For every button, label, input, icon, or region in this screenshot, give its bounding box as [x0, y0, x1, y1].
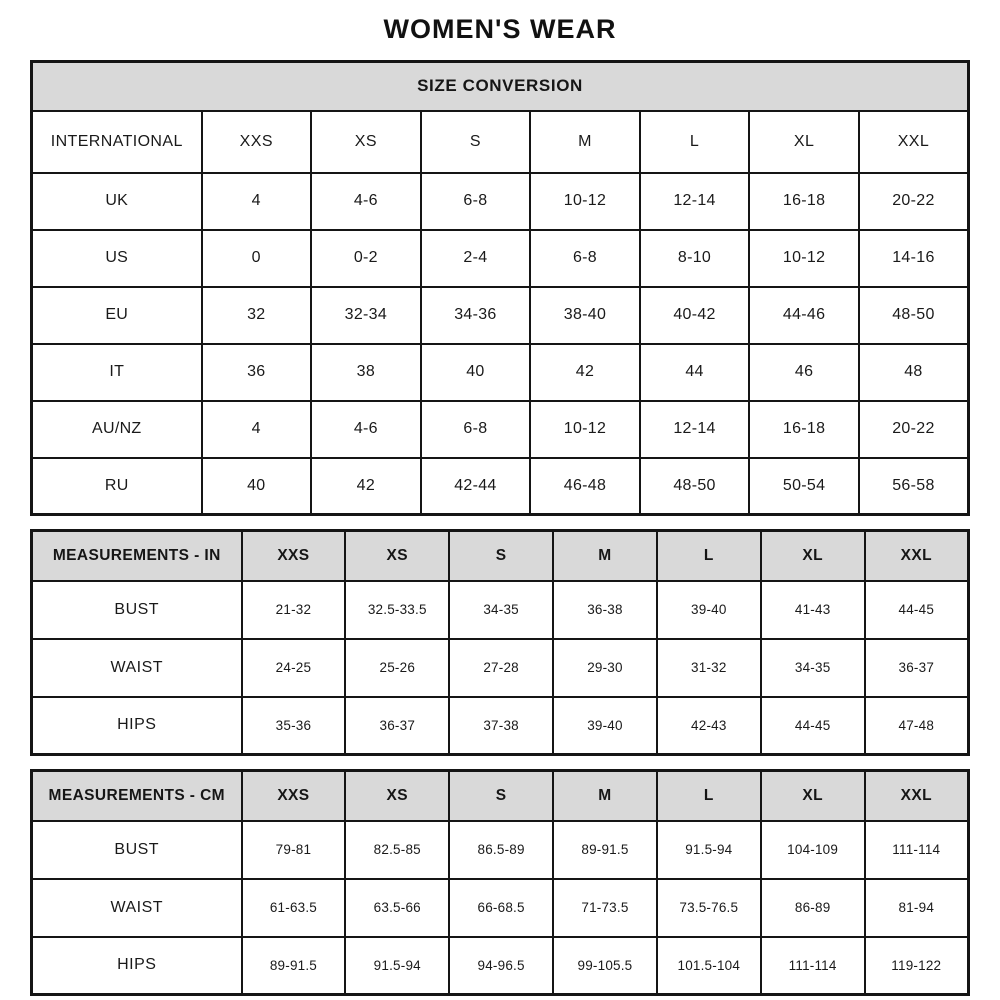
- measurement-value-cell: 119-122: [865, 937, 969, 995]
- row-label: WAIST: [32, 639, 242, 697]
- size-value-cell: 4-6: [311, 401, 421, 458]
- measurement-value-cell: 47-48: [865, 697, 969, 755]
- measurement-value-cell: 63.5-66: [345, 879, 449, 937]
- row-label: UK: [32, 173, 202, 230]
- size-value-cell: 14-16: [859, 230, 969, 287]
- row-hips-cm: [32, 937, 969, 995]
- column-header-l: L: [657, 771, 761, 821]
- measurement-value-cell: 37-38: [449, 697, 553, 755]
- size-value-cell: 10-12: [530, 401, 640, 458]
- measurement-value-cell: 25-26: [345, 639, 449, 697]
- size-value-cell: 2-4: [421, 230, 531, 287]
- measurement-value-cell: 104-109: [761, 821, 865, 879]
- column-header-s: S: [449, 771, 553, 821]
- measurement-value-cell: 39-40: [553, 697, 657, 755]
- row-label: HIPS: [32, 697, 242, 755]
- size-value-cell: 4-6: [311, 173, 421, 230]
- size-value-cell: 56-58: [859, 458, 969, 515]
- measurement-value-cell: 44-45: [761, 697, 865, 755]
- size-value-cell: 40: [421, 344, 531, 401]
- size-value-cell: 50-54: [749, 458, 859, 515]
- size-value-cell: 12-14: [640, 401, 750, 458]
- column-header-m: M: [553, 771, 657, 821]
- size-conversion-header-row: [32, 62, 969, 111]
- size-value-cell: 12-14: [640, 173, 750, 230]
- size-value-cell: 4: [202, 401, 312, 458]
- row-bust-cm: [32, 821, 969, 879]
- measurement-value-cell: 82.5-85: [345, 821, 449, 879]
- measurement-value-cell: 29-30: [553, 639, 657, 697]
- size-value-cell: 6-8: [530, 230, 640, 287]
- column-header-xl: XL: [749, 111, 859, 173]
- measurement-value-cell: 94-96.5: [449, 937, 553, 995]
- size-value-cell: 10-12: [749, 230, 859, 287]
- measurement-value-cell: 41-43: [761, 581, 865, 639]
- row-waist-in: [32, 639, 969, 697]
- measurement-value-cell: 71-73.5: [553, 879, 657, 937]
- measurement-value-cell: 86-89: [761, 879, 865, 937]
- row-label: WAIST: [32, 879, 242, 937]
- column-header-xxs: XXS: [242, 771, 346, 821]
- row-waist-cm: [32, 879, 969, 937]
- measurement-value-cell: 111-114: [761, 937, 865, 995]
- measurement-value-cell: 36-37: [345, 697, 449, 755]
- row-hips-in: [32, 697, 969, 755]
- page-title: WOMEN'S WEAR: [383, 14, 617, 44]
- size-value-cell: 8-10: [640, 230, 750, 287]
- measurement-value-cell: 66-68.5: [449, 879, 553, 937]
- measurement-value-cell: 35-36: [242, 697, 346, 755]
- size-value-cell: 10-12: [530, 173, 640, 230]
- size-value-cell: 46: [749, 344, 859, 401]
- column-header-l: L: [657, 531, 761, 581]
- size-value-cell: 6-8: [421, 173, 531, 230]
- size-value-cell: 44: [640, 344, 750, 401]
- size-value-cell: 44-46: [749, 287, 859, 344]
- measurements-in-header-row: [32, 531, 969, 581]
- row-label: US: [32, 230, 202, 287]
- column-header-s: S: [421, 111, 531, 173]
- measurements-in-title: MEASUREMENTS - IN: [32, 531, 242, 581]
- row-us: [32, 230, 969, 287]
- column-header-xs: XS: [345, 771, 449, 821]
- size-value-cell: 46-48: [530, 458, 640, 515]
- measurements-in-table: [30, 529, 970, 756]
- size-conversion-table: [30, 60, 970, 516]
- measurement-value-cell: 42-43: [657, 697, 761, 755]
- measurement-value-cell: 79-81: [242, 821, 346, 879]
- column-header-xxl: XXL: [865, 531, 969, 581]
- measurements-cm-header-row: [32, 771, 969, 821]
- measurement-value-cell: 101.5-104: [657, 937, 761, 995]
- measurement-value-cell: 39-40: [657, 581, 761, 639]
- measurement-value-cell: 32.5-33.5: [345, 581, 449, 639]
- column-header-xxs: XXS: [202, 111, 312, 173]
- row-label: BUST: [32, 581, 242, 639]
- measurement-value-cell: 111-114: [865, 821, 969, 879]
- size-value-cell: 34-36: [421, 287, 531, 344]
- column-header-xxl: XXL: [865, 771, 969, 821]
- size-value-cell: 16-18: [749, 401, 859, 458]
- column-header-xs: XS: [311, 111, 421, 173]
- measurement-value-cell: 89-91.5: [242, 937, 346, 995]
- size-value-cell: 20-22: [859, 173, 969, 230]
- row-label: BUST: [32, 821, 242, 879]
- size-value-cell: 32-34: [311, 287, 421, 344]
- size-value-cell: 38: [311, 344, 421, 401]
- row-label: IT: [32, 344, 202, 401]
- size-value-cell: 40-42: [640, 287, 750, 344]
- size-value-cell: 20-22: [859, 401, 969, 458]
- measurement-value-cell: 36-38: [553, 581, 657, 639]
- measurement-value-cell: 81-94: [865, 879, 969, 937]
- column-header-international: INTERNATIONAL: [32, 111, 202, 173]
- measurement-value-cell: 34-35: [761, 639, 865, 697]
- size-value-cell: 38-40: [530, 287, 640, 344]
- measurement-value-cell: 89-91.5: [553, 821, 657, 879]
- size-conversion-columns-row: [32, 111, 969, 173]
- row-label: AU/NZ: [32, 401, 202, 458]
- size-value-cell: 32: [202, 287, 312, 344]
- measurement-value-cell: 34-35: [449, 581, 553, 639]
- size-value-cell: 4: [202, 173, 312, 230]
- size-value-cell: 36: [202, 344, 312, 401]
- size-value-cell: 6-8: [421, 401, 531, 458]
- size-value-cell: 40: [202, 458, 312, 515]
- size-value-cell: 42-44: [421, 458, 531, 515]
- measurement-value-cell: 44-45: [865, 581, 969, 639]
- measurement-value-cell: 36-37: [865, 639, 969, 697]
- size-value-cell: 42: [530, 344, 640, 401]
- measurement-value-cell: 99-105.5: [553, 937, 657, 995]
- size-value-cell: 42: [311, 458, 421, 515]
- row-uk: [32, 173, 969, 230]
- row-bust-in: [32, 581, 969, 639]
- size-value-cell: 48-50: [640, 458, 750, 515]
- measurement-value-cell: 86.5-89: [449, 821, 553, 879]
- column-header-m: M: [530, 111, 640, 173]
- measurement-value-cell: 31-32: [657, 639, 761, 697]
- row-aunz: [32, 401, 969, 458]
- column-header-xs: XS: [345, 531, 449, 581]
- column-header-m: M: [553, 531, 657, 581]
- row-label: RU: [32, 458, 202, 515]
- size-conversion-title: SIZE CONVERSION: [32, 62, 969, 111]
- row-it: [32, 344, 969, 401]
- column-header-l: L: [640, 111, 750, 173]
- row-eu: [32, 287, 969, 344]
- size-value-cell: 48: [859, 344, 969, 401]
- row-label: EU: [32, 287, 202, 344]
- measurement-value-cell: 21-32: [242, 581, 346, 639]
- measurements-cm-title: MEASUREMENTS - CM: [32, 771, 242, 821]
- row-ru: [32, 458, 969, 515]
- measurement-value-cell: 91.5-94: [345, 937, 449, 995]
- size-value-cell: 0: [202, 230, 312, 287]
- measurement-value-cell: 61-63.5: [242, 879, 346, 937]
- measurement-value-cell: 27-28: [449, 639, 553, 697]
- measurement-value-cell: 73.5-76.5: [657, 879, 761, 937]
- size-value-cell: 48-50: [859, 287, 969, 344]
- column-header-xxs: XXS: [242, 531, 346, 581]
- column-header-xl: XL: [761, 531, 865, 581]
- column-header-xxl: XXL: [859, 111, 969, 173]
- measurement-value-cell: 91.5-94: [657, 821, 761, 879]
- measurements-cm-table: [30, 769, 970, 996]
- size-value-cell: 16-18: [749, 173, 859, 230]
- row-label: HIPS: [32, 937, 242, 995]
- column-header-s: S: [449, 531, 553, 581]
- size-value-cell: 0-2: [311, 230, 421, 287]
- column-header-xl: XL: [761, 771, 865, 821]
- measurement-value-cell: 24-25: [242, 639, 346, 697]
